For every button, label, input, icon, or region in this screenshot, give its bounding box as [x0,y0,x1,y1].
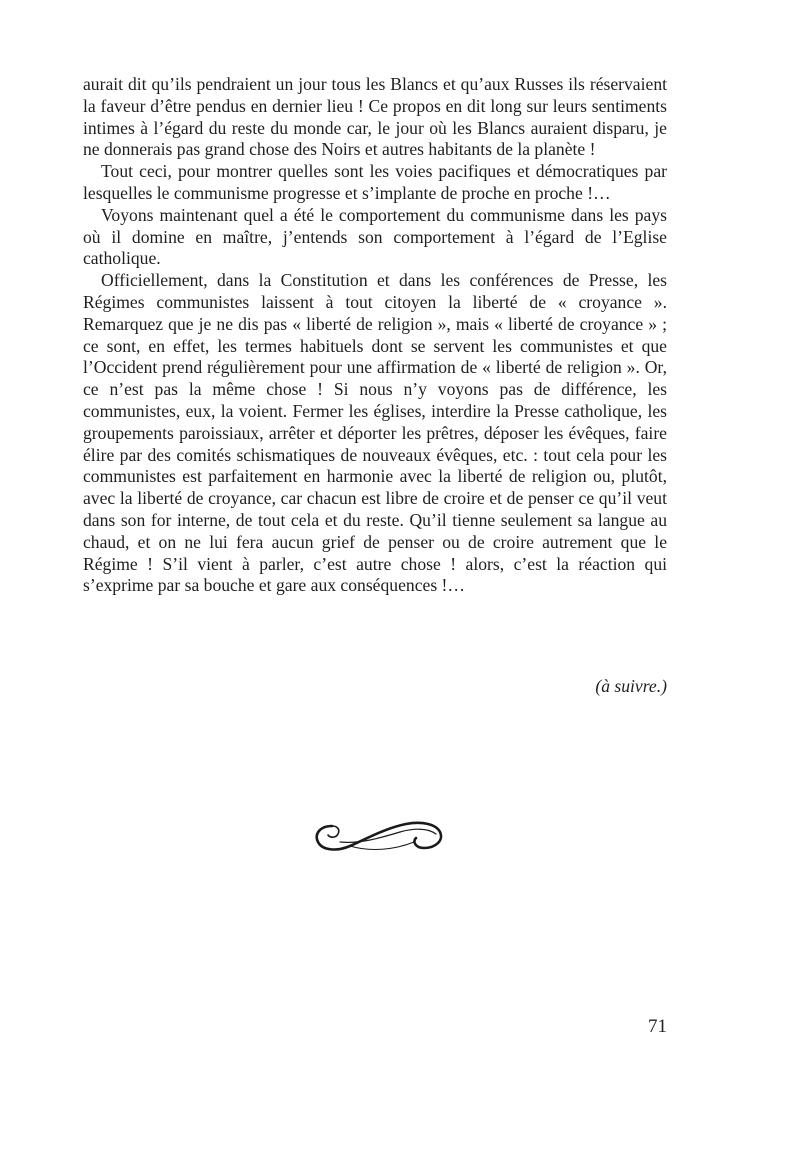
paragraph-3: Voyons maintenant quel a été le comportement du communisme dans les pays où il domine en maître, j’entends son comportement à l’égard de l’Eglise catholique. [83,204,667,269]
to-be-continued: (à suivre.) [595,676,667,696]
flourish-ornament-icon [310,812,450,860]
paragraph-4: Officiellement, dans la Constitution et dans les conférences de Presse, les Régimes communistes laissent à tout citoyen la liberté de « croyance ». Remarquez que je ne dis pas « liberté de religion », mais « liberté de croyance » ; ce sont, en effet, les termes habituels dont se servent les communistes et que l’Occident prend régulièrement pour une affirmation de « liberté de religion ». Or, ce n’est pas la même chose ! Si nous n’y voyons pas de différence, les communistes, eux, la voient. Fermer les églises, interdire la Presse catholique, les groupements paroissiaux, arrêter et déporter les prêtres, déposer les évêques, faire élire par des comités schismatiques de nouveaux évêques, etc. : tout cela pour les communistes est parfaitement en harmonie avec la liberté de religion ou, plutôt, avec la liberté de croyance, car chacun est libre de croire et de penser ce qu’il veut dans son for interne, de tout cela et du reste. Qu’il tienne seulement sa langue au chaud, et on ne lui fera aucun grief de penser ou de croire autrement que le Régime ! S’il vient à parler, c’est autre chose ! alors, c’est la réaction qui s’exprime par sa bouche et gare aux conséquences !… [83,270,667,596]
article-body [83,74,667,597]
paragraph-1: aurait dit qu’ils pendraient un jour tous les Blancs et qu’aux Russes ils réservaient la faveur d’être pendus en dernier lieu ! Ce propos en dit long sur leurs sentiments intimes à l’égard du reste du monde car, le jour où les Blancs auraient disparu, je ne donnerais pas grand chose des Noirs et autres habitants de la planète ! [83,74,667,160]
paragraph-2: Tout ceci, pour montrer quelles sont les voies pacifiques et démocratiques par lesquelles le communisme progresse et s’implante de proche en proche !… [83,161,667,203]
page-number: 71 [648,1016,667,1037]
